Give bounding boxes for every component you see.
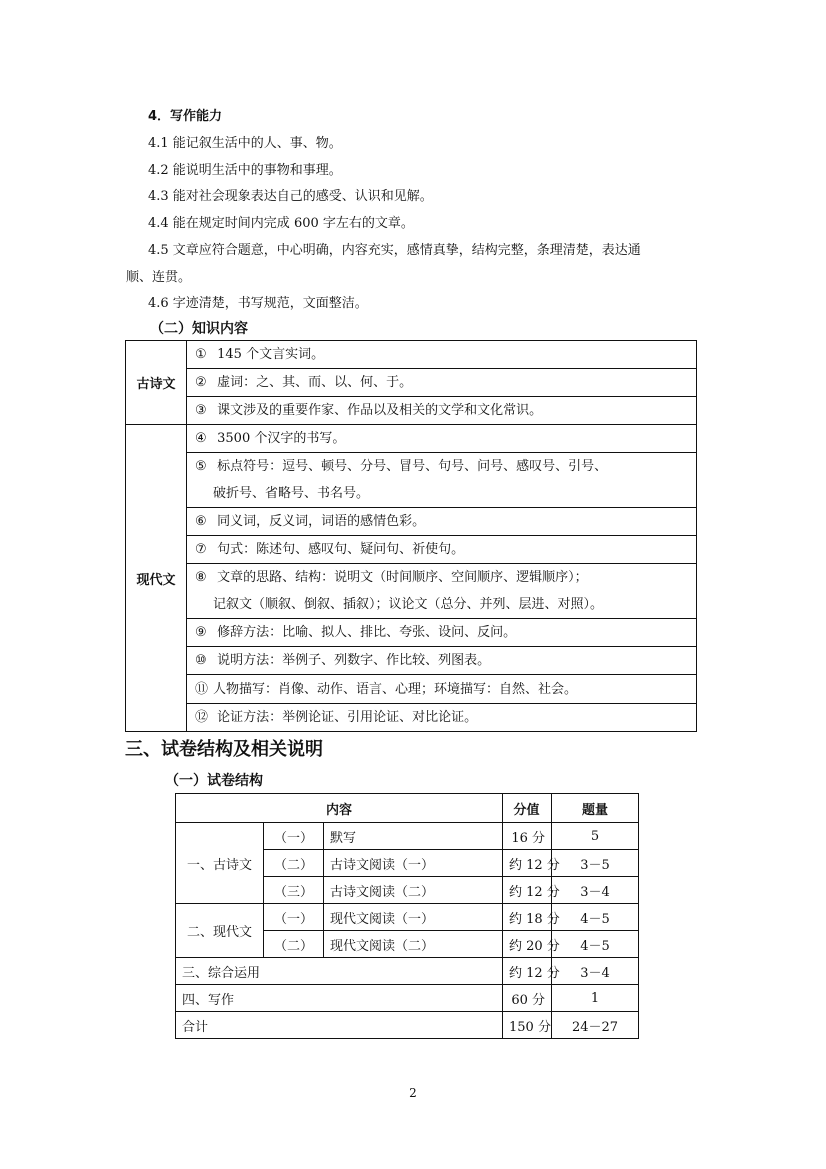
paragraph-4-4: 4.4 能在规定时间内完成 600 字左右的文章。	[148, 216, 414, 231]
header-count: 题量	[552, 794, 639, 823]
row-name: 默写	[324, 823, 503, 850]
row-name: 现代文阅读（一）	[324, 904, 503, 931]
knowledge-item: ⑥ 同义词，反义词，词语的感情色彩。	[187, 508, 697, 536]
header-score-label: 分值	[513, 803, 540, 818]
row-score: 约 12 分	[503, 877, 552, 904]
row-score: 约 20 分	[503, 931, 552, 958]
knowledge-heading: （二）知识内容	[150, 321, 248, 337]
page-number: 2	[409, 1086, 417, 1100]
row-index: （三）	[264, 877, 324, 904]
exam-structure-table	[175, 793, 639, 1039]
knowledge-item: ⑧ 文章的思路、结构：说明文（时间顺序、空间顺序、逻辑顺序）； 记叙文（顺叙、倒叙、插叙）；议论文（总分、并列、层进、对照）。	[187, 564, 697, 619]
paragraph-4-5: 4.5 文章应符合题意，中心明确，内容充实，感情真挚，结构完整，条理清楚，表达通	[148, 243, 641, 258]
section-heading-exam-structure: 三、试卷结构及相关说明	[125, 739, 323, 760]
category-xiandaiwen: 现代文	[126, 425, 187, 732]
header-content: 内容	[176, 794, 503, 823]
row-name: 古诗文阅读（一）	[324, 850, 503, 877]
row-count: 3－4	[552, 958, 639, 985]
row-index: （一）	[264, 904, 324, 931]
row-count: 1	[552, 985, 639, 1012]
section-heading-writing: 4．写作能力	[148, 109, 223, 124]
row-count-total: 24－27	[552, 1012, 639, 1039]
row-count: 3－4	[552, 877, 639, 904]
knowledge-item: ⑩ 说明方法：举例子、列数字、作比较、列图表。	[187, 647, 697, 675]
knowledge-table	[125, 340, 697, 732]
knowledge-item: ① 145 个文言实词。	[187, 341, 697, 369]
knowledge-item: ⑫ 论证方法：举例论证、引用论证、对比论证。	[187, 704, 697, 732]
paragraph-4-1: 4.1 能记叙生活中的人、事、物。	[148, 136, 342, 151]
group-gushiwen: 一、古诗文	[176, 823, 264, 904]
knowledge-item: ⑦ 句式：陈述句、感叹句、疑问句、祈使句。	[187, 536, 697, 564]
row-name: 四、写作	[176, 985, 503, 1012]
knowledge-item: ③ 课文涉及的重要作家、作品以及相关的文学和文化常识。	[187, 397, 697, 425]
paragraph-4-6: 4.6 字迹清楚，书写规范，文面整洁。	[148, 296, 368, 311]
row-score: 约 18 分	[503, 904, 552, 931]
row-count: 4－5	[552, 904, 639, 931]
row-score: 约 12 分	[503, 958, 552, 985]
knowledge-item: ⑨ 修辞方法：比喻、拟人、排比、夸张、设问、反问。	[187, 619, 697, 647]
knowledge-item: ⑤ 标点符号：逗号、顿号、分号、冒号、句号、问号、感叹号、引号、 破折号、省略号、书名号。	[187, 453, 697, 508]
row-name: 现代文阅读（二）	[324, 931, 503, 958]
category-gushiwen: 古诗文	[126, 341, 187, 425]
knowledge-item: ④ 3500 个汉字的书写。	[187, 425, 697, 453]
paragraph-4-2: 4.2 能说明生活中的事物和事理。	[148, 163, 342, 178]
knowledge-item: ② 虚词：之、其、而、以、何、于。	[187, 369, 697, 397]
row-name: 三、综合运用	[176, 958, 503, 985]
row-count: 3－5	[552, 850, 639, 877]
row-index: （一）	[264, 823, 324, 850]
row-count: 4－5	[552, 931, 639, 958]
row-count: 5	[552, 823, 639, 850]
knowledge-item: ⑪ 人物描写：肖像、动作、语言、心理；环境描写：自然、社会。	[187, 675, 697, 704]
row-score: 60 分	[503, 985, 552, 1012]
row-score: 约 12 分	[503, 850, 552, 877]
row-index: （二）	[264, 850, 324, 877]
group-xiandaiwen: 二、现代文	[176, 904, 264, 958]
row-score: 16 分	[503, 823, 552, 850]
paragraph-4-5-cont: 顺、连贯。	[126, 270, 192, 285]
row-index: （二）	[264, 931, 324, 958]
paragraph-4-3: 4.3 能对社会现象表达自己的感受、认识和见解。	[148, 189, 433, 204]
row-score-total: 150 分	[503, 1012, 552, 1039]
row-name: 古诗文阅读（二）	[324, 877, 503, 904]
exam-structure-subheading: （一）试卷结构	[165, 773, 263, 789]
row-name-total: 合计	[176, 1012, 503, 1039]
